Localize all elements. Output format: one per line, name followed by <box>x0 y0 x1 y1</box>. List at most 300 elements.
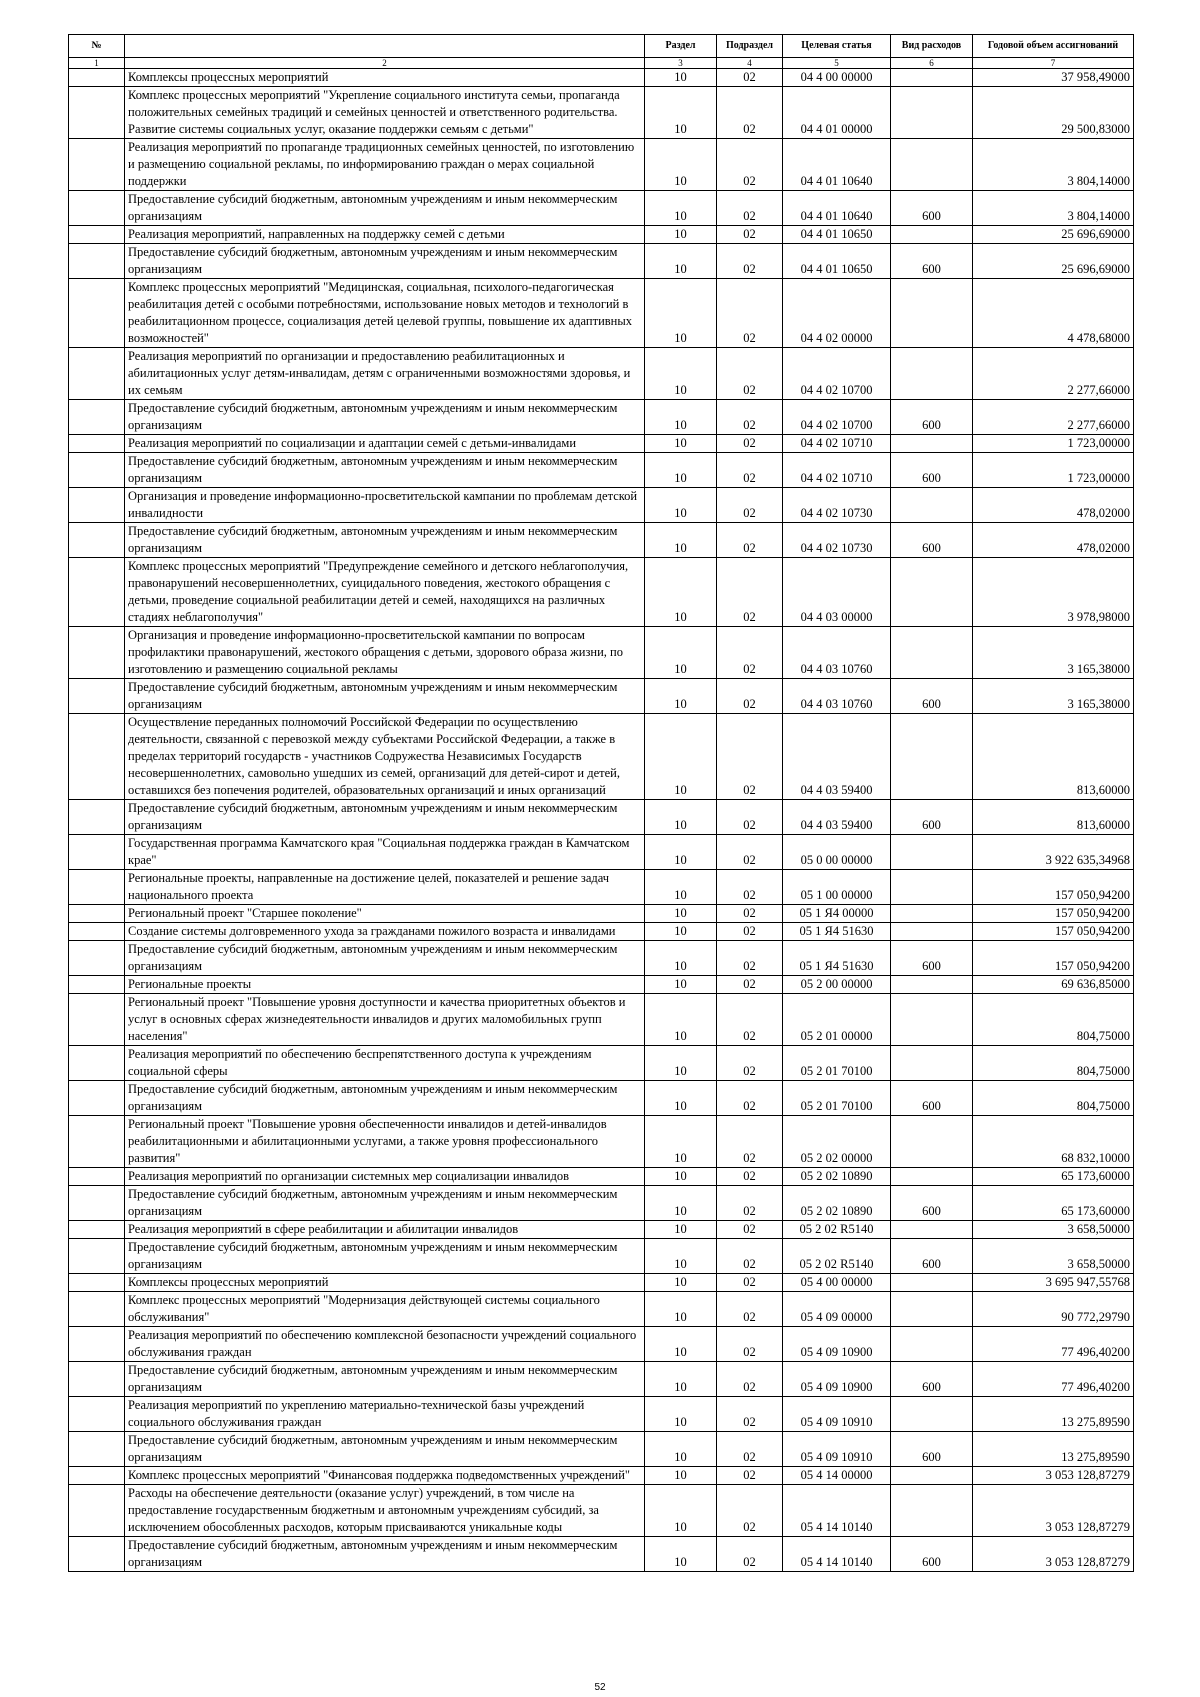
row-annual-volume: 157 050,94200 <box>973 941 1134 976</box>
header-annual-volume: Годовой объем ассигнований <box>973 35 1134 58</box>
row-target-article: 04 4 03 59400 <box>783 800 891 835</box>
row-subsection: 02 <box>717 139 783 191</box>
row-name: Комплекс процессных мероприятий "Предупреждение семейного и детского неблагополучия, правонарушений несовершеннолетних, суицидального поведения, жестокого обращения с детьми, проведение социальной реабилитации детей и семей, находящихся на различных стадиях неблагополучия" <box>125 558 645 627</box>
row-section: 10 <box>645 994 717 1046</box>
row-target-article: 04 4 01 10650 <box>783 244 891 279</box>
row-number-cell <box>69 1168 125 1186</box>
row-target-article: 04 4 03 10760 <box>783 679 891 714</box>
row-subsection: 02 <box>717 1432 783 1467</box>
row-number-cell <box>69 1292 125 1327</box>
table-row <box>69 1116 1134 1168</box>
row-name: Комплексы процессных мероприятий <box>125 69 645 87</box>
table-row <box>69 1362 1134 1397</box>
row-subsection: 02 <box>717 558 783 627</box>
row-number-cell <box>69 1221 125 1239</box>
table-row <box>69 1327 1134 1362</box>
row-number-cell <box>69 800 125 835</box>
row-section: 10 <box>645 923 717 941</box>
row-annual-volume: 69 636,85000 <box>973 976 1134 994</box>
row-number-cell <box>69 1432 125 1467</box>
row-name: Реализация мероприятий по обеспечению беспрепятственного доступа к учреждениям социальной сферы <box>125 1046 645 1081</box>
table-row <box>69 400 1134 435</box>
row-section: 10 <box>645 870 717 905</box>
table-row <box>69 714 1134 800</box>
row-expense-type <box>891 1467 973 1485</box>
row-name: Предоставление субсидий бюджетным, автономным учреждениям и иным некоммерческим организациям <box>125 453 645 488</box>
column-number: 3 <box>645 58 717 69</box>
row-number-cell <box>69 244 125 279</box>
row-annual-volume: 65 173,60000 <box>973 1168 1134 1186</box>
row-subsection: 02 <box>717 488 783 523</box>
row-name: Региональные проекты, направленные на достижение целей, показателей и решение задач национального проекта <box>125 870 645 905</box>
row-name: Комплекс процессных мероприятий "Модернизация действующей системы социального обслуживания" <box>125 1292 645 1327</box>
row-number-cell <box>69 1046 125 1081</box>
row-target-article: 05 1 Я4 51630 <box>783 923 891 941</box>
row-expense-type <box>891 1116 973 1168</box>
row-number-cell <box>69 679 125 714</box>
row-number-cell <box>69 835 125 870</box>
row-name: Предоставление субсидий бюджетным, автономным учреждениям и иным некоммерческим организациям <box>125 523 645 558</box>
row-section: 10 <box>645 1274 717 1292</box>
table-row <box>69 923 1134 941</box>
row-expense-type: 600 <box>891 1537 973 1572</box>
row-subsection: 02 <box>717 1537 783 1572</box>
row-number-cell <box>69 558 125 627</box>
row-annual-volume: 3 053 128,87279 <box>973 1537 1134 1572</box>
row-section: 10 <box>645 941 717 976</box>
row-name: Предоставление субсидий бюджетным, автономным учреждениям и иным некоммерческим организациям <box>125 1432 645 1467</box>
table-row <box>69 1432 1134 1467</box>
row-name: Осуществление переданных полномочий Российской Федерации по осуществлению деятельности, связанной с перевозкой между субъектами Российской Федерации, а также в пределах территорий государств - участников Содружества Независимых Государств несовершеннолетних, самовольно ушедших из семей, организаций для детей-сирот и детей, оставшихся без попечения родителей, образовательных организаций и иных организаций <box>125 714 645 800</box>
table-header <box>69 35 1134 69</box>
row-subsection: 02 <box>717 714 783 800</box>
header-expense-type: Вид расходов <box>891 35 973 58</box>
row-target-article: 05 4 14 00000 <box>783 1467 891 1485</box>
table-row <box>69 453 1134 488</box>
row-subsection: 02 <box>717 1239 783 1274</box>
row-subsection: 02 <box>717 400 783 435</box>
row-number-cell <box>69 348 125 400</box>
row-name: Организация и проведение информационно-просветительской кампании по вопросам профилактики правонарушений, жестокого обращения с детьми, здорового образа жизни, по изготовлению и размещению социальной рекламы <box>125 627 645 679</box>
row-subsection: 02 <box>717 1116 783 1168</box>
row-target-article: 04 4 02 10730 <box>783 523 891 558</box>
row-target-article: 04 4 03 10760 <box>783 627 891 679</box>
row-number-cell <box>69 1485 125 1537</box>
row-expense-type <box>891 488 973 523</box>
row-expense-type <box>891 1046 973 1081</box>
header-target-article: Целевая статья <box>783 35 891 58</box>
row-expense-type: 600 <box>891 400 973 435</box>
row-target-article: 05 2 02 R5140 <box>783 1239 891 1274</box>
row-subsection: 02 <box>717 348 783 400</box>
row-expense-type: 600 <box>891 191 973 226</box>
table-row <box>69 523 1134 558</box>
row-number-cell <box>69 1239 125 1274</box>
row-subsection: 02 <box>717 870 783 905</box>
row-number-cell <box>69 400 125 435</box>
row-section: 10 <box>645 1186 717 1221</box>
row-expense-type <box>891 835 973 870</box>
row-name: Региональный проект "Повышение уровня обеспеченности инвалидов и детей-инвалидов реабилитационными и абилитационными услугами, а также уровня профессионального развития" <box>125 1116 645 1168</box>
row-subsection: 02 <box>717 1274 783 1292</box>
row-section: 10 <box>645 191 717 226</box>
row-target-article: 05 4 09 10910 <box>783 1432 891 1467</box>
table-row <box>69 1046 1134 1081</box>
row-section: 10 <box>645 1432 717 1467</box>
row-subsection: 02 <box>717 435 783 453</box>
row-section: 10 <box>645 1327 717 1362</box>
row-subsection: 02 <box>717 679 783 714</box>
table-row <box>69 279 1134 348</box>
row-target-article: 05 2 02 10890 <box>783 1186 891 1221</box>
table-row <box>69 941 1134 976</box>
row-annual-volume: 804,75000 <box>973 1081 1134 1116</box>
row-annual-volume: 68 832,10000 <box>973 1116 1134 1168</box>
table-row <box>69 1537 1134 1572</box>
row-expense-type <box>891 627 973 679</box>
row-name: Реализация мероприятий по укреплению материально-технической базы учреждений социального обслуживания граждан <box>125 1397 645 1432</box>
row-target-article: 05 2 02 00000 <box>783 1116 891 1168</box>
row-name: Предоставление субсидий бюджетным, автономным учреждениям и иным некоммерческим организациям <box>125 400 645 435</box>
column-number: 2 <box>125 58 645 69</box>
row-name: Расходы на обеспечение деятельности (оказание услуг) учреждений, в том числе на предоставление государственным бюджетным и автономным учреждениям субсидий, за исключением обособленных расходов, которым присваиваются уникальные коды <box>125 1485 645 1537</box>
row-number-cell <box>69 941 125 976</box>
row-annual-volume: 3 804,14000 <box>973 139 1134 191</box>
row-number-cell <box>69 923 125 941</box>
row-section: 10 <box>645 1467 717 1485</box>
row-subsection: 02 <box>717 1467 783 1485</box>
column-number: 7 <box>973 58 1134 69</box>
row-annual-volume: 804,75000 <box>973 994 1134 1046</box>
row-target-article: 05 1 Я4 51630 <box>783 941 891 976</box>
row-annual-volume: 157 050,94200 <box>973 923 1134 941</box>
row-annual-volume: 3 922 635,34968 <box>973 835 1134 870</box>
row-expense-type <box>891 69 973 87</box>
table-row <box>69 1292 1134 1327</box>
column-number-row <box>69 58 1134 69</box>
row-section: 10 <box>645 714 717 800</box>
row-name: Создание системы долговременного ухода за гражданами пожилого возраста и инвалидами <box>125 923 645 941</box>
row-name: Предоставление субсидий бюджетным, автономным учреждениям и иным некоммерческим организациям <box>125 941 645 976</box>
row-name: Предоставление субсидий бюджетным, автономным учреждениям и иным некоммерческим организациям <box>125 191 645 226</box>
row-number-cell <box>69 191 125 226</box>
row-target-article: 05 4 14 10140 <box>783 1537 891 1572</box>
row-expense-type <box>891 994 973 1046</box>
row-expense-type <box>891 923 973 941</box>
row-section: 10 <box>645 1081 717 1116</box>
budget-table <box>68 34 1134 1572</box>
row-section: 10 <box>645 453 717 488</box>
row-annual-volume: 13 275,89590 <box>973 1397 1134 1432</box>
row-section: 10 <box>645 905 717 923</box>
row-name: Предоставление субсидий бюджетным, автономным учреждениям и иным некоммерческим организациям <box>125 1537 645 1572</box>
row-name: Государственная программа Камчатского края "Социальная поддержка граждан в Камчатском крае" <box>125 835 645 870</box>
row-subsection: 02 <box>717 1362 783 1397</box>
row-expense-type <box>891 976 973 994</box>
row-target-article: 04 4 01 00000 <box>783 87 891 139</box>
table-row <box>69 1081 1134 1116</box>
row-name: Комплекс процессных мероприятий "Финансовая поддержка подведомственных учреждений" <box>125 1467 645 1485</box>
row-target-article: 04 4 03 00000 <box>783 558 891 627</box>
row-expense-type <box>891 905 973 923</box>
row-section: 10 <box>645 1221 717 1239</box>
row-target-article: 04 4 02 00000 <box>783 279 891 348</box>
row-expense-type <box>891 1168 973 1186</box>
row-annual-volume: 25 696,69000 <box>973 244 1134 279</box>
row-number-cell <box>69 1362 125 1397</box>
row-expense-type <box>891 435 973 453</box>
row-annual-volume: 2 277,66000 <box>973 348 1134 400</box>
row-annual-volume: 4 478,68000 <box>973 279 1134 348</box>
row-target-article: 05 0 00 00000 <box>783 835 891 870</box>
row-subsection: 02 <box>717 941 783 976</box>
row-name: Реализация мероприятий по обеспечению комплексной безопасности учреждений социального обслуживания граждан <box>125 1327 645 1362</box>
row-expense-type <box>891 870 973 905</box>
row-annual-volume: 478,02000 <box>973 523 1134 558</box>
row-number-cell <box>69 87 125 139</box>
row-target-article: 04 4 02 10710 <box>783 453 891 488</box>
row-number-cell <box>69 714 125 800</box>
row-number-cell <box>69 69 125 87</box>
row-expense-type: 600 <box>891 1081 973 1116</box>
row-name: Организация и проведение информационно-просветительской кампании по проблемам детской инвалидности <box>125 488 645 523</box>
row-target-article: 05 2 00 00000 <box>783 976 891 994</box>
row-annual-volume: 3 695 947,55768 <box>973 1274 1134 1292</box>
row-name: Реализация мероприятий по социализации и адаптации семей с детьми-инвалидами <box>125 435 645 453</box>
row-expense-type: 600 <box>891 453 973 488</box>
row-annual-volume: 3 053 128,87279 <box>973 1467 1134 1485</box>
row-expense-type: 600 <box>891 244 973 279</box>
row-name: Реализация мероприятий по пропаганде традиционных семейных ценностей, по изготовлению и размещению социальной рекламы, по информированию граждан о мерах социальной поддержки <box>125 139 645 191</box>
header-number: № <box>69 35 125 58</box>
row-section: 10 <box>645 800 717 835</box>
row-subsection: 02 <box>717 976 783 994</box>
row-section: 10 <box>645 1362 717 1397</box>
row-annual-volume: 813,60000 <box>973 800 1134 835</box>
row-annual-volume: 77 496,40200 <box>973 1362 1134 1397</box>
row-annual-volume: 3 804,14000 <box>973 191 1134 226</box>
row-number-cell <box>69 976 125 994</box>
table-row <box>69 1168 1134 1186</box>
table-row <box>69 1397 1134 1432</box>
row-target-article: 04 4 00 00000 <box>783 69 891 87</box>
row-target-article: 05 2 01 70100 <box>783 1081 891 1116</box>
table-row <box>69 870 1134 905</box>
row-section: 10 <box>645 679 717 714</box>
row-target-article: 05 2 02 R5140 <box>783 1221 891 1239</box>
row-subsection: 02 <box>717 191 783 226</box>
header-subsection: Подраздел <box>717 35 783 58</box>
column-number: 1 <box>69 58 125 69</box>
row-annual-volume: 77 496,40200 <box>973 1327 1134 1362</box>
row-target-article: 05 4 09 10900 <box>783 1362 891 1397</box>
row-section: 10 <box>645 1485 717 1537</box>
row-number-cell <box>69 1327 125 1362</box>
row-number-cell <box>69 1537 125 1572</box>
row-number-cell <box>69 1274 125 1292</box>
row-target-article: 04 4 02 10730 <box>783 488 891 523</box>
row-expense-type <box>891 87 973 139</box>
table-body <box>69 69 1134 1572</box>
table-row <box>69 348 1134 400</box>
row-section: 10 <box>645 400 717 435</box>
row-target-article: 04 4 01 10640 <box>783 139 891 191</box>
row-annual-volume: 1 723,00000 <box>973 435 1134 453</box>
row-subsection: 02 <box>717 1168 783 1186</box>
row-name: Предоставление субсидий бюджетным, автономным учреждениям и иным некоммерческим организациям <box>125 679 645 714</box>
table-row <box>69 1485 1134 1537</box>
row-section: 10 <box>645 835 717 870</box>
row-expense-type <box>891 1397 973 1432</box>
row-section: 10 <box>645 1116 717 1168</box>
row-number-cell <box>69 435 125 453</box>
row-expense-type: 600 <box>891 800 973 835</box>
row-target-article: 05 4 09 00000 <box>783 1292 891 1327</box>
table-row <box>69 69 1134 87</box>
row-subsection: 02 <box>717 835 783 870</box>
row-section: 10 <box>645 1046 717 1081</box>
row-expense-type: 600 <box>891 1362 973 1397</box>
row-number-cell <box>69 870 125 905</box>
table-row <box>69 835 1134 870</box>
row-section: 10 <box>645 1168 717 1186</box>
row-expense-type: 600 <box>891 523 973 558</box>
row-name: Комплекс процессных мероприятий "Укрепление социального института семьи, пропаганда положительных семейных традиций и семейных ценностей и ответственного родительства. Развитие системы социальных услуг, оказание поддержки семьям с детьми" <box>125 87 645 139</box>
row-number-cell <box>69 523 125 558</box>
row-section: 10 <box>645 976 717 994</box>
row-number-cell <box>69 139 125 191</box>
header-section: Раздел <box>645 35 717 58</box>
row-subsection: 02 <box>717 1485 783 1537</box>
row-target-article: 04 4 01 10640 <box>783 191 891 226</box>
row-subsection: 02 <box>717 1221 783 1239</box>
row-subsection: 02 <box>717 87 783 139</box>
row-expense-type <box>891 348 973 400</box>
row-subsection: 02 <box>717 627 783 679</box>
row-target-article: 04 4 01 10650 <box>783 226 891 244</box>
row-name: Региональный проект "Старшее поколение" <box>125 905 645 923</box>
table-row <box>69 87 1134 139</box>
table-row <box>69 139 1134 191</box>
row-subsection: 02 <box>717 1046 783 1081</box>
row-target-article: 04 4 02 10710 <box>783 435 891 453</box>
row-name: Комплекс процессных мероприятий "Медицинская, социальная, психолого-педагогическая реабилитация детей с особыми потребностями, использование новых методов и технологий в реабилитационном процессе, социализация детей целевой группы, повышение их адаптивных возможностей" <box>125 279 645 348</box>
table-row <box>69 627 1134 679</box>
row-annual-volume: 813,60000 <box>973 714 1134 800</box>
table-row <box>69 1274 1134 1292</box>
table-row <box>69 191 1134 226</box>
row-subsection: 02 <box>717 1186 783 1221</box>
row-section: 10 <box>645 244 717 279</box>
row-expense-type: 600 <box>891 1239 973 1274</box>
row-subsection: 02 <box>717 226 783 244</box>
row-name: Предоставление субсидий бюджетным, автономным учреждениям и иным некоммерческим организациям <box>125 1362 645 1397</box>
row-annual-volume: 1 723,00000 <box>973 453 1134 488</box>
row-section: 10 <box>645 279 717 348</box>
row-section: 10 <box>645 139 717 191</box>
row-name: Реализация мероприятий, направленных на поддержку семей с детьми <box>125 226 645 244</box>
row-subsection: 02 <box>717 279 783 348</box>
row-target-article: 05 4 00 00000 <box>783 1274 891 1292</box>
row-section: 10 <box>645 1397 717 1432</box>
row-annual-volume: 3 165,38000 <box>973 679 1134 714</box>
row-annual-volume: 37 958,49000 <box>973 69 1134 87</box>
row-subsection: 02 <box>717 994 783 1046</box>
row-section: 10 <box>645 87 717 139</box>
row-number-cell <box>69 1116 125 1168</box>
row-name: Реализация мероприятий по организации и предоставлению реабилитационных и абилитационных услуг детям-инвалидам, детям с ограниченными возможностями здоровья, и их семьям <box>125 348 645 400</box>
row-number-cell <box>69 1186 125 1221</box>
table-row <box>69 1467 1134 1485</box>
table-row <box>69 1239 1134 1274</box>
table-row <box>69 1186 1134 1221</box>
row-annual-volume: 3 165,38000 <box>973 627 1134 679</box>
row-number-cell <box>69 905 125 923</box>
row-number-cell <box>69 279 125 348</box>
row-expense-type <box>891 1221 973 1239</box>
row-annual-volume: 29 500,83000 <box>973 87 1134 139</box>
table-row <box>69 905 1134 923</box>
row-section: 10 <box>645 226 717 244</box>
row-annual-volume: 3 053 128,87279 <box>973 1485 1134 1537</box>
row-subsection: 02 <box>717 244 783 279</box>
row-expense-type <box>891 139 973 191</box>
row-target-article: 05 4 09 10900 <box>783 1327 891 1362</box>
row-subsection: 02 <box>717 1292 783 1327</box>
row-section: 10 <box>645 1537 717 1572</box>
row-subsection: 02 <box>717 1397 783 1432</box>
row-target-article: 05 2 01 00000 <box>783 994 891 1046</box>
table-row <box>69 994 1134 1046</box>
row-name: Предоставление субсидий бюджетным, автономным учреждениям и иным некоммерческим организациям <box>125 1186 645 1221</box>
row-annual-volume: 2 277,66000 <box>973 400 1134 435</box>
row-expense-type: 600 <box>891 941 973 976</box>
row-target-article: 05 1 00 00000 <box>783 870 891 905</box>
row-number-cell <box>69 488 125 523</box>
page-number: 52 <box>594 1682 606 1693</box>
row-number-cell <box>69 994 125 1046</box>
table-row <box>69 558 1134 627</box>
row-name: Реализация мероприятий в сфере реабилитации и абилитации инвалидов <box>125 1221 645 1239</box>
row-subsection: 02 <box>717 69 783 87</box>
row-subsection: 02 <box>717 923 783 941</box>
row-name: Предоставление субсидий бюджетным, автономным учреждениям и иным некоммерческим организациям <box>125 1081 645 1116</box>
table-row <box>69 226 1134 244</box>
column-number: 4 <box>717 58 783 69</box>
row-number-cell <box>69 1081 125 1116</box>
row-annual-volume: 478,02000 <box>973 488 1134 523</box>
row-expense-type: 600 <box>891 1186 973 1221</box>
header-name <box>125 35 645 58</box>
row-name: Предоставление субсидий бюджетным, автономным учреждениям и иным некоммерческим организациям <box>125 244 645 279</box>
row-section: 10 <box>645 488 717 523</box>
table-row <box>69 976 1134 994</box>
row-target-article: 04 4 03 59400 <box>783 714 891 800</box>
row-expense-type <box>891 1485 973 1537</box>
header-row <box>69 35 1134 58</box>
row-expense-type <box>891 1292 973 1327</box>
row-expense-type <box>891 279 973 348</box>
row-subsection: 02 <box>717 905 783 923</box>
row-section: 10 <box>645 627 717 679</box>
row-expense-type: 600 <box>891 679 973 714</box>
row-subsection: 02 <box>717 453 783 488</box>
row-expense-type <box>891 1327 973 1362</box>
row-section: 10 <box>645 348 717 400</box>
row-subsection: 02 <box>717 800 783 835</box>
row-section: 10 <box>645 69 717 87</box>
column-number: 5 <box>783 58 891 69</box>
